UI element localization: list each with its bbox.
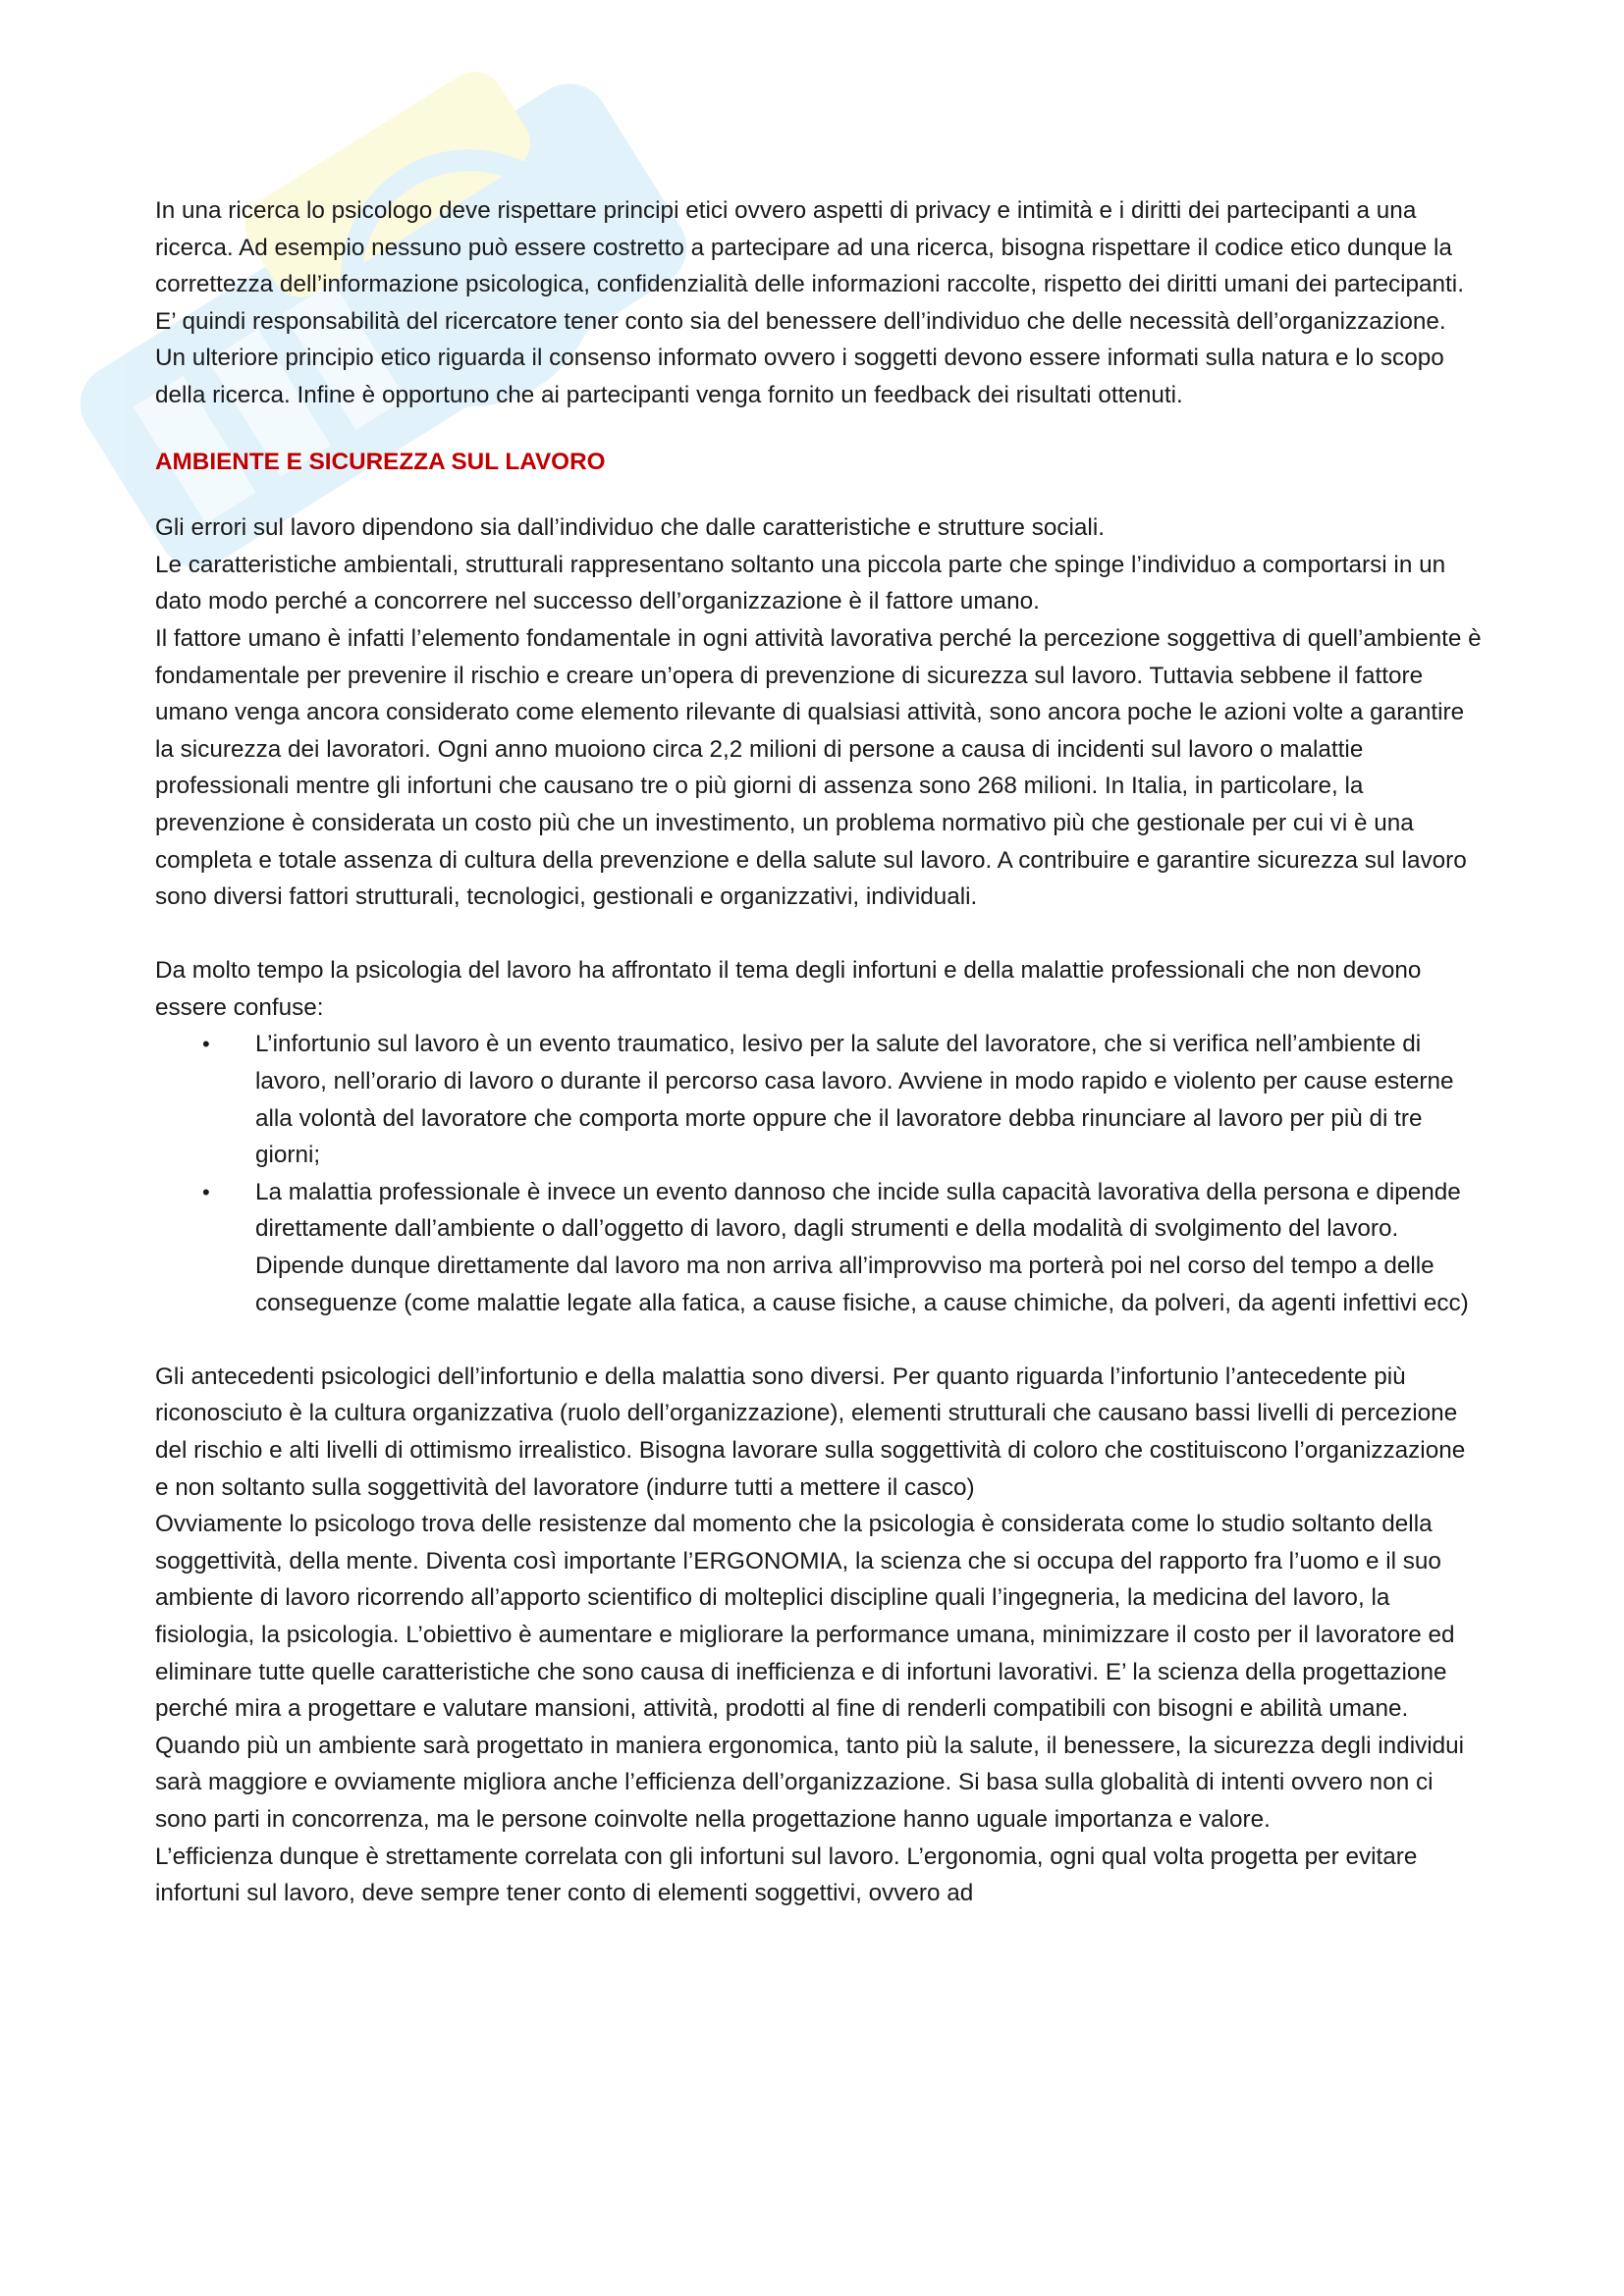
paragraph-antecedents: Gli antecedenti psicologici dell’infortunio e della malattia sono diversi. Per quanto riguarda l’infortunio l’antecedente più riconosciuto è la cultura organizzativa (ruolo dell’organizzazione), elementi strutturali che causano bassi livelli di percezione del rischio e alti livelli di ottimismo irrealistico. Bisogna lavorare sulla soggettività di coloro che costituiscono l’organizzazione e non soltanto sulla soggettività del lavoratore (indurre tutti a mettere il casco) [155,1362,1466,1501]
bullet-list [155,1026,1483,1321]
document-page [155,192,1483,1912]
paragraph-environment: Le caratteristiche ambientali, strutturali rappresentano soltanto una piccola parte che spinge l’individuo a comportarsi in un dato modo perché a concorrere nel successo dell’organizzazione è il fattore umano. [155,551,1446,615]
bullet-icon: • [202,1179,210,1204]
list-item [155,1026,1483,1173]
paragraph-psychology: Da molto tempo la psicologia del lavoro ha affrontato il tema degli infortuni e della malattie professionali che non devono essere confuse: [155,957,1422,1021]
paragraph-human-factor: Il fattore umano è infatti l’elemento fondamentale in ogni attività lavorativa perché la percezione soggettiva di quell’ambiente è fondamentale per prevenire il rischio e creare un’opera di prevenzione di sicurezza sul lavoro. Tuttavia sebbene il fattore umano venga ancora considerato come elemento rilevante di qualsiasi attività, sono ancora poche le azioni volte a garantire la sicurezza dei lavoratori. Ogni anno muoiono circa 2,2 milioni di persone a causa di incidenti sul lavoro o malattie professionali mentre gli infortuni che causano tre o più giorni di assenza sono 268 milioni. In Italia, in particolare, la prevenzione è considerata un costo più che un investimento, un problema normativo più che gestionale per cui vi è una completa e totale assenza di cultura della prevenzione e della salute sul lavoro. A contribuire e garantire sicurezza sul lavoro sono diversi fattori strutturali, tecnologici, gestionali e organizzativi, individuali. [155,624,1482,911]
paragraph-efficiency: L’efficienza dunque è strettamente correlata con gli infortuni sul lavoro. L’ergonomia, ogni qual volta progetta per evitare infortuni sul lavoro, deve sempre tener conto di elementi soggettivi, ovvero ad [155,1842,1418,1907]
paragraph-errors: Gli errori sul lavoro dipendono sia dall’individuo che dalle caratteristiche e strutture sociali. [155,514,1105,542]
list-item [155,1174,1483,1321]
paragraph-ergonomics: Ovviamente lo psicologo trova delle resistenze dal momento che la psicologia è considerata come lo studio soltanto della soggettività, della mente. Diventa così importante l’ERGONOMIA, la scienza che si occupa del rapporto fra l’uomo e il suo ambiente di lavoro ricorrendo all’apporto scientifico di molteplici discipline quali l’ingegneria, la medicina del lavoro, la fisiologia, la psicologia. L’obiettivo è aumentare e migliorare la performance umana, minimizzare il costo per il lavoratore ed eliminare tutte quelle caratteristiche che sono causa di inefficienza e di infortuni lavorativi. E’ la scienza della progettazione perché mira a progettare e valutare mansioni, attività, prodotti al fine di renderli compatibili con bisogni e abilità umane. Quando più un ambiente sarà progettato in maniera ergonomica, tanto più la salute, il benessere, la sicurezza degli individui sarà maggiore e ovviamente migliora anche l’efficienza dell’organizzazione. Si basa sulla globalità di intenti ovvero non ci sono parti in concorrenza, ma le persone coinvolte nella progettazione hanno uguale importanza e valore. [155,1511,1465,1833]
intro-paragraph: In una ricerca lo psicologo deve rispettare principi etici ovvero aspetti di privacy e intimità e i diritti dei partecipanti a una ricerca. Ad esempio nessuno può essere costretto a partecipare ad una ricerca, bisogna rispettare il codice etico dunque la correttezza dell’informazione psicologica, confidenzialità delle informazioni raccolte, rispetto dei diritti umani dei partecipanti. E’ quindi responsabilità del ricercatore tener conto sia del benessere dell’individuo che delle necessità dell’organizzazione. Un ulteriore principio etico riguarda il consenso informato ovvero i soggetti devono essere informati sulla natura e lo scopo della ricerca. Infine è opportuno che ai partecipanti venga fornito un feedback dei risultati ottenuti. [155,197,1464,408]
bullet-icon: • [202,1032,210,1057]
list-item-text: La malattia professionale è invece un evento dannoso che incide sulla capacità lavorativa della persona e dipende direttamente dall’ambiente o dall’oggetto di lavoro, dagli strumenti e della modalità di svolgimento del lavoro. Dipende dunque direttamente dal lavoro ma non arriva all’improvviso ma porterà poi nel corso del tempo a delle conseguenze (come malattie legate alla fatica, a cause fisiche, a cause chimiche, da polveri, da agenti infettivi ecc) [255,1178,1469,1316]
list-item-text: L’infortunio sul lavoro è un evento traumatico, lesivo per la salute del lavoratore, che si verifica nell’ambiente di lavoro, nell’orario di lavoro o durante il percorso casa lavoro. Avviene in modo rapido e violento per cause esterne alla volontà del lavoratore che comporta morte oppure che il lavoratore debba rinunciare al lavoro per più di tre giorni; [255,1031,1454,1169]
section-heading: AMBIENTE E SICUREZZA SUL LAVORO [155,448,606,475]
